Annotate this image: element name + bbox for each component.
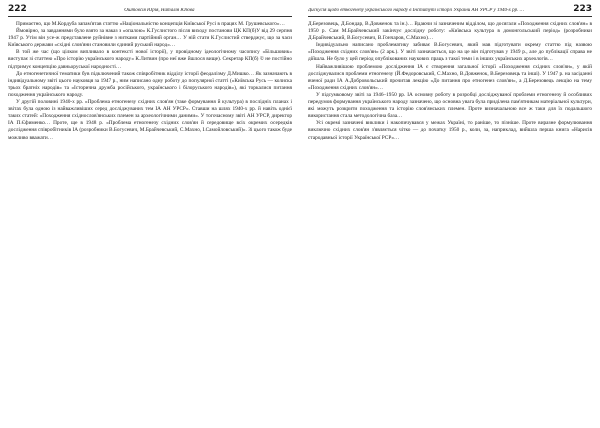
left-paragraph-4: До етногенетичної тематики був підключений також співробітник відділу історії феодалізму Д.Мишко… Як зазначають в індивідуальному звіті цього науковця за 1947 р., ним написано одну роботу до популярної статті («Київська Русь — колиска трьох братніх народів» та «Історична дружба російського, українського і білоруського народів»), які торкалися питання походження українського народу. <box>8 70 292 98</box>
right-header-title: Дискусія щодо етногенезу українського народу в Інституті історії України АН УРСР у 1940-х рр. … <box>308 8 525 13</box>
right-body-text <box>308 21 592 142</box>
left-header-title: Оштовсiя Юрiя, Наталiя Юзова <box>124 8 195 13</box>
left-paragraph-5: У другій половині 1940-х рр. «Проблема етногенезу східних слов'ян (таке формування й культура) в послідніх планах і звітах була одною із найважливіших серед досліджуваних тем ІА АН УРСР». Ставши на шлях 1940-х рр. й навіть однієї таких статей: «Походження східнослов'янських племен за археологічними даними». У тогочасному звіті АН УРСР, директор ІА П.Єфименко… Проте, ще в 1948 р. «Проблема етногенезу східних слов'ян й середовище всіх окремих осередків дослідження співробітників ІА (розробники В.Богусевич, М.Брайчевський, С.Махно, І.Самойловський)». Зі цього також буде можливо вважати… <box>8 99 292 141</box>
left-running-head <box>8 4 292 17</box>
right-page-number: 223 <box>573 4 592 14</box>
left-body-text <box>8 21 292 142</box>
right-page <box>300 0 600 428</box>
left-paragraph-1: Примаєтно, що М.Кордуба запам'ятав статтю «Національністю концепція Київської Русі в працях М. Грушевського»… <box>16 21 285 27</box>
left-page-number: 222 <box>8 4 27 14</box>
right-paragraph-3: Найважливішою проблемою дослідження ІА є створення загальної історії «Походження східних слов'ян», у якій досліджувалися проблеми етногенезу (Й.Федоровський, С.Махно, В.Довженок, В.Березовець та інші). У 1947 р. на засіданні вченої ради ІА А.Добровольський прочитав лекцію «До питання про етногенез слов'ян», а Д.Березовець лекцію на тему «Походження східних слов'ян»… <box>308 63 592 91</box>
right-paragraph-4: У підсумковому звіті за 1946–1950 рр. ІА основну роботу в розробці досліджуваної проблеми етногенезу й особливих передумов формування українського народу зазначено, що основна увага була приділена пам'ятникам матеріальної культури, які можуть розкрити походження та історію слов'янських племен. Проте визначальною все ж таки для їх подальшого використання стала методологічна база… <box>308 91 592 120</box>
right-paragraph-1: Д.Березовець, Д.Бондар, В.Довженок та ін.)… Вдаючи зі зазначеним відділом, що досягали «Походження східних слов'ян» в 1950 р. Сам М.Брайчевський закінчує дослідну роботу: «Київська культура в домонгольський період» (розробники Д.Брайчевський, В.Богусевич, В.Гончаров, С.Махно)… <box>308 21 592 42</box>
left-paragraph-2: Ймовірно, за завданнями було взято за наказ з «опалою» К.Гуслистого після виходу постанови ЦК КП(б)У від 29 серпня 1947 р. Утім він усе-ж представлене руйнівне з нитками партійний орган… У ній стати К.Гуслистий стверджує, що за часи Київського держави «східні слов'яни становили єдиний руський народ»… <box>8 28 292 49</box>
left-paragraph-3: В той же час (що цілком випливало в контексті нової історії), у провідному ідеологічному часопису «Більшовик» виступає зі статтею «Про історію українського народу» К.Литвин (про неї вже йшлося вище). Секретар КП(б) © не постійно підтримує концепцію давньоруської народності… <box>8 49 292 70</box>
right-running-head <box>308 4 592 17</box>
right-paragraph-5: Усі окремі зазначені виклики і накопичувався у межах Україні, то раніше, то пізніше. Проте виразне формулювання виключно східних слов'ян з'являється чітко — до початку 1950 р., коли, за, наприклад, вийшла перша книга «Нарисів стародавньої історії Української РСР»… <box>308 120 592 141</box>
right-paragraph-2: Індивідуально написано проблематику забиває В.Богусевич, який мав підготувати окрему статтю під назвою «Походження східних слов'ян» (2 арк.). У звіті зазначається, що на це він підготував у 1949 р., але до публікації справа не дійшла. Не було у цей період опублікованих наукових праць з такої теми і в інших українських археологів… <box>308 42 592 63</box>
